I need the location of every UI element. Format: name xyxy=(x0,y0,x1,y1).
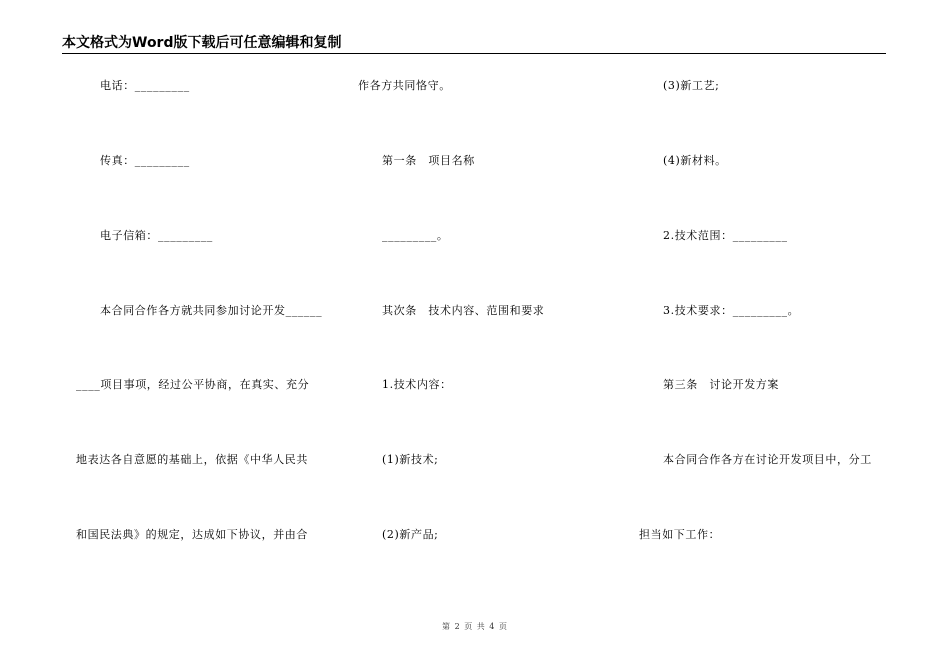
left-line-email: 电子信箱：_________ xyxy=(100,229,213,242)
document-header-title: 本文格式为Word版下载后可任意编辑和复制 xyxy=(62,35,342,51)
middle-line-blank: _________。 xyxy=(382,229,449,242)
right-line-new-process: (3)新工艺; xyxy=(663,79,720,92)
left-line-phone: 电话：_________ xyxy=(100,79,190,92)
left-line-paragraph-1: 本合同合作各方就共同参加讨论开发______ xyxy=(100,304,323,317)
right-line-tech-scope: 2.技术范围：_________ xyxy=(663,229,788,242)
middle-line-1: 作各方共同恪守。 xyxy=(358,79,451,92)
header-divider xyxy=(62,53,886,54)
middle-line-tech-content: 1.技术内容： xyxy=(382,378,452,391)
right-line-paragraph-1: 本合同合作各方在讨论开发项目中，分工 xyxy=(663,453,872,466)
left-line-fax: 传真：_________ xyxy=(100,154,190,167)
page-number: 第 2 页 共 4 页 xyxy=(442,622,508,631)
left-line-paragraph-2: ____项目事项，经过公平协商，在真实、充分 xyxy=(76,378,310,391)
right-line-article-3: 第三条 讨论开发方案 xyxy=(663,378,779,391)
middle-line-article-1: 第一条 项目名称 xyxy=(382,154,475,167)
right-line-new-material: (4)新材料。 xyxy=(663,154,727,167)
left-line-paragraph-4: 和国民法典》的规定，达成如下协议，并由合 xyxy=(76,528,308,541)
left-line-paragraph-3: 地表达各自意愿的基础上，依据《中华人民共 xyxy=(76,453,308,466)
right-line-paragraph-2: 担当如下工作： xyxy=(639,528,721,541)
middle-line-new-product: (2)新产品; xyxy=(382,528,439,541)
right-line-tech-requirements: 3.技术要求：_________。 xyxy=(663,304,800,317)
middle-line-article-2: 其次条 技术内容、范围和要求 xyxy=(382,304,545,317)
middle-line-new-tech: (1)新技术; xyxy=(382,453,439,466)
